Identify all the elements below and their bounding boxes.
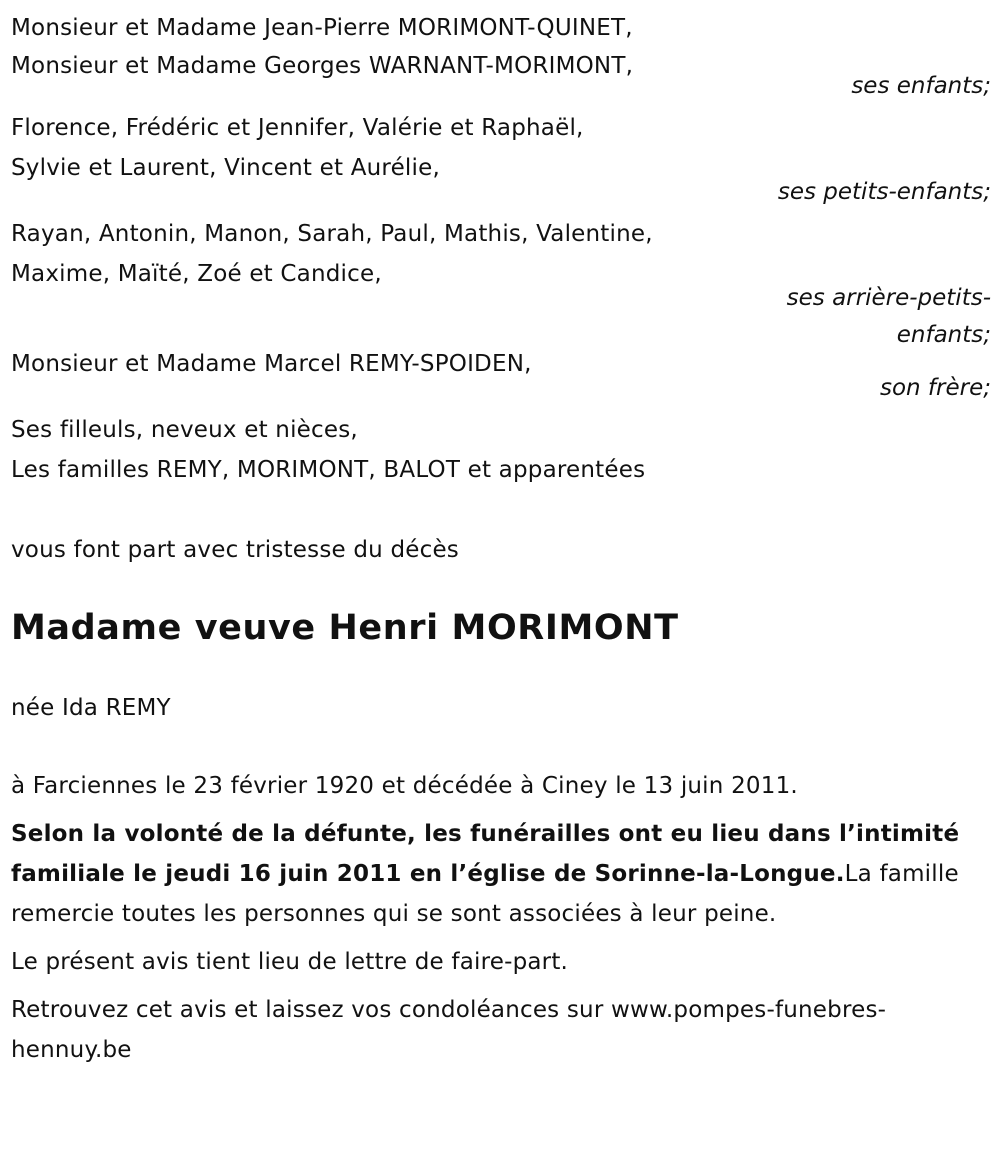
grandchildren-line-2: Sylvie et Laurent, Vincent et Aurélie, (11, 155, 440, 181)
great-grandchildren-group (11, 214, 991, 348)
grandchildren-group (11, 108, 991, 212)
brother-group (11, 344, 991, 408)
funeral-paragraph (11, 814, 991, 934)
obituary-notice (11, 8, 991, 1070)
children-relation: ses enfants; (851, 73, 991, 99)
notice-text: Le présent avis tient lieu de lettre de faire-part. (11, 949, 569, 975)
birth-name: née Ida REMY (11, 695, 171, 721)
others-line-1: Ses filleuls, neveux et nièces, (11, 417, 358, 443)
deceased-name: Madame veuve Henri MORIMONT (11, 608, 679, 648)
children-group (11, 8, 991, 106)
others-line-2: Les familles REMY, MORIMONT, BALOT et apparentées (11, 457, 646, 483)
great-grandchildren-relation-2: enfants; (896, 322, 991, 348)
children-line-1: Monsieur et Madame Jean-Pierre MORIMONT-QUINET, (11, 15, 633, 41)
grandchildren-relation: ses petits-enfants; (777, 179, 991, 205)
announcement-text: vous font part avec tristesse du décès (11, 537, 459, 563)
funeral-bold-text: Selon la volonté de la défunte, les funérailles ont eu lieu dans l’intimité familiale le jeudi 16 juin 2011 en l’église de Sorinne-la-Longue. (11, 821, 960, 887)
great-grandchildren-line-2: Maxime, Maïté, Zoé et Candice, (11, 261, 382, 287)
brother-line-1: Monsieur et Madame Marcel REMY-SPOIDEN, (11, 351, 532, 377)
great-grandchildren-line-1: Rayan, Antonin, Manon, Sarah, Paul, Mathis, Valentine, (11, 221, 653, 247)
others-group (11, 410, 991, 490)
grandchildren-line-1: Florence, Frédéric et Jennifer, Valérie et Raphaël, (11, 115, 584, 141)
funeral-regular-text: La famille remercie toutes les personnes qui se sont associées à leur peine. (11, 861, 959, 927)
brother-relation: son frère; (879, 375, 991, 401)
birth-death-dates: à Farciennes le 23 février 1920 et décédée à Ciney le 13 juin 2011. (11, 773, 798, 799)
children-line-2: Monsieur et Madame Georges WARNANT-MORIMONT, (11, 53, 634, 79)
great-grandchildren-relation-1: ses arrière-petits- (786, 285, 991, 311)
condolences-text: Retrouvez cet avis et laissez vos condoléances sur www.pompes-funebres-hennuy.be (11, 997, 887, 1063)
